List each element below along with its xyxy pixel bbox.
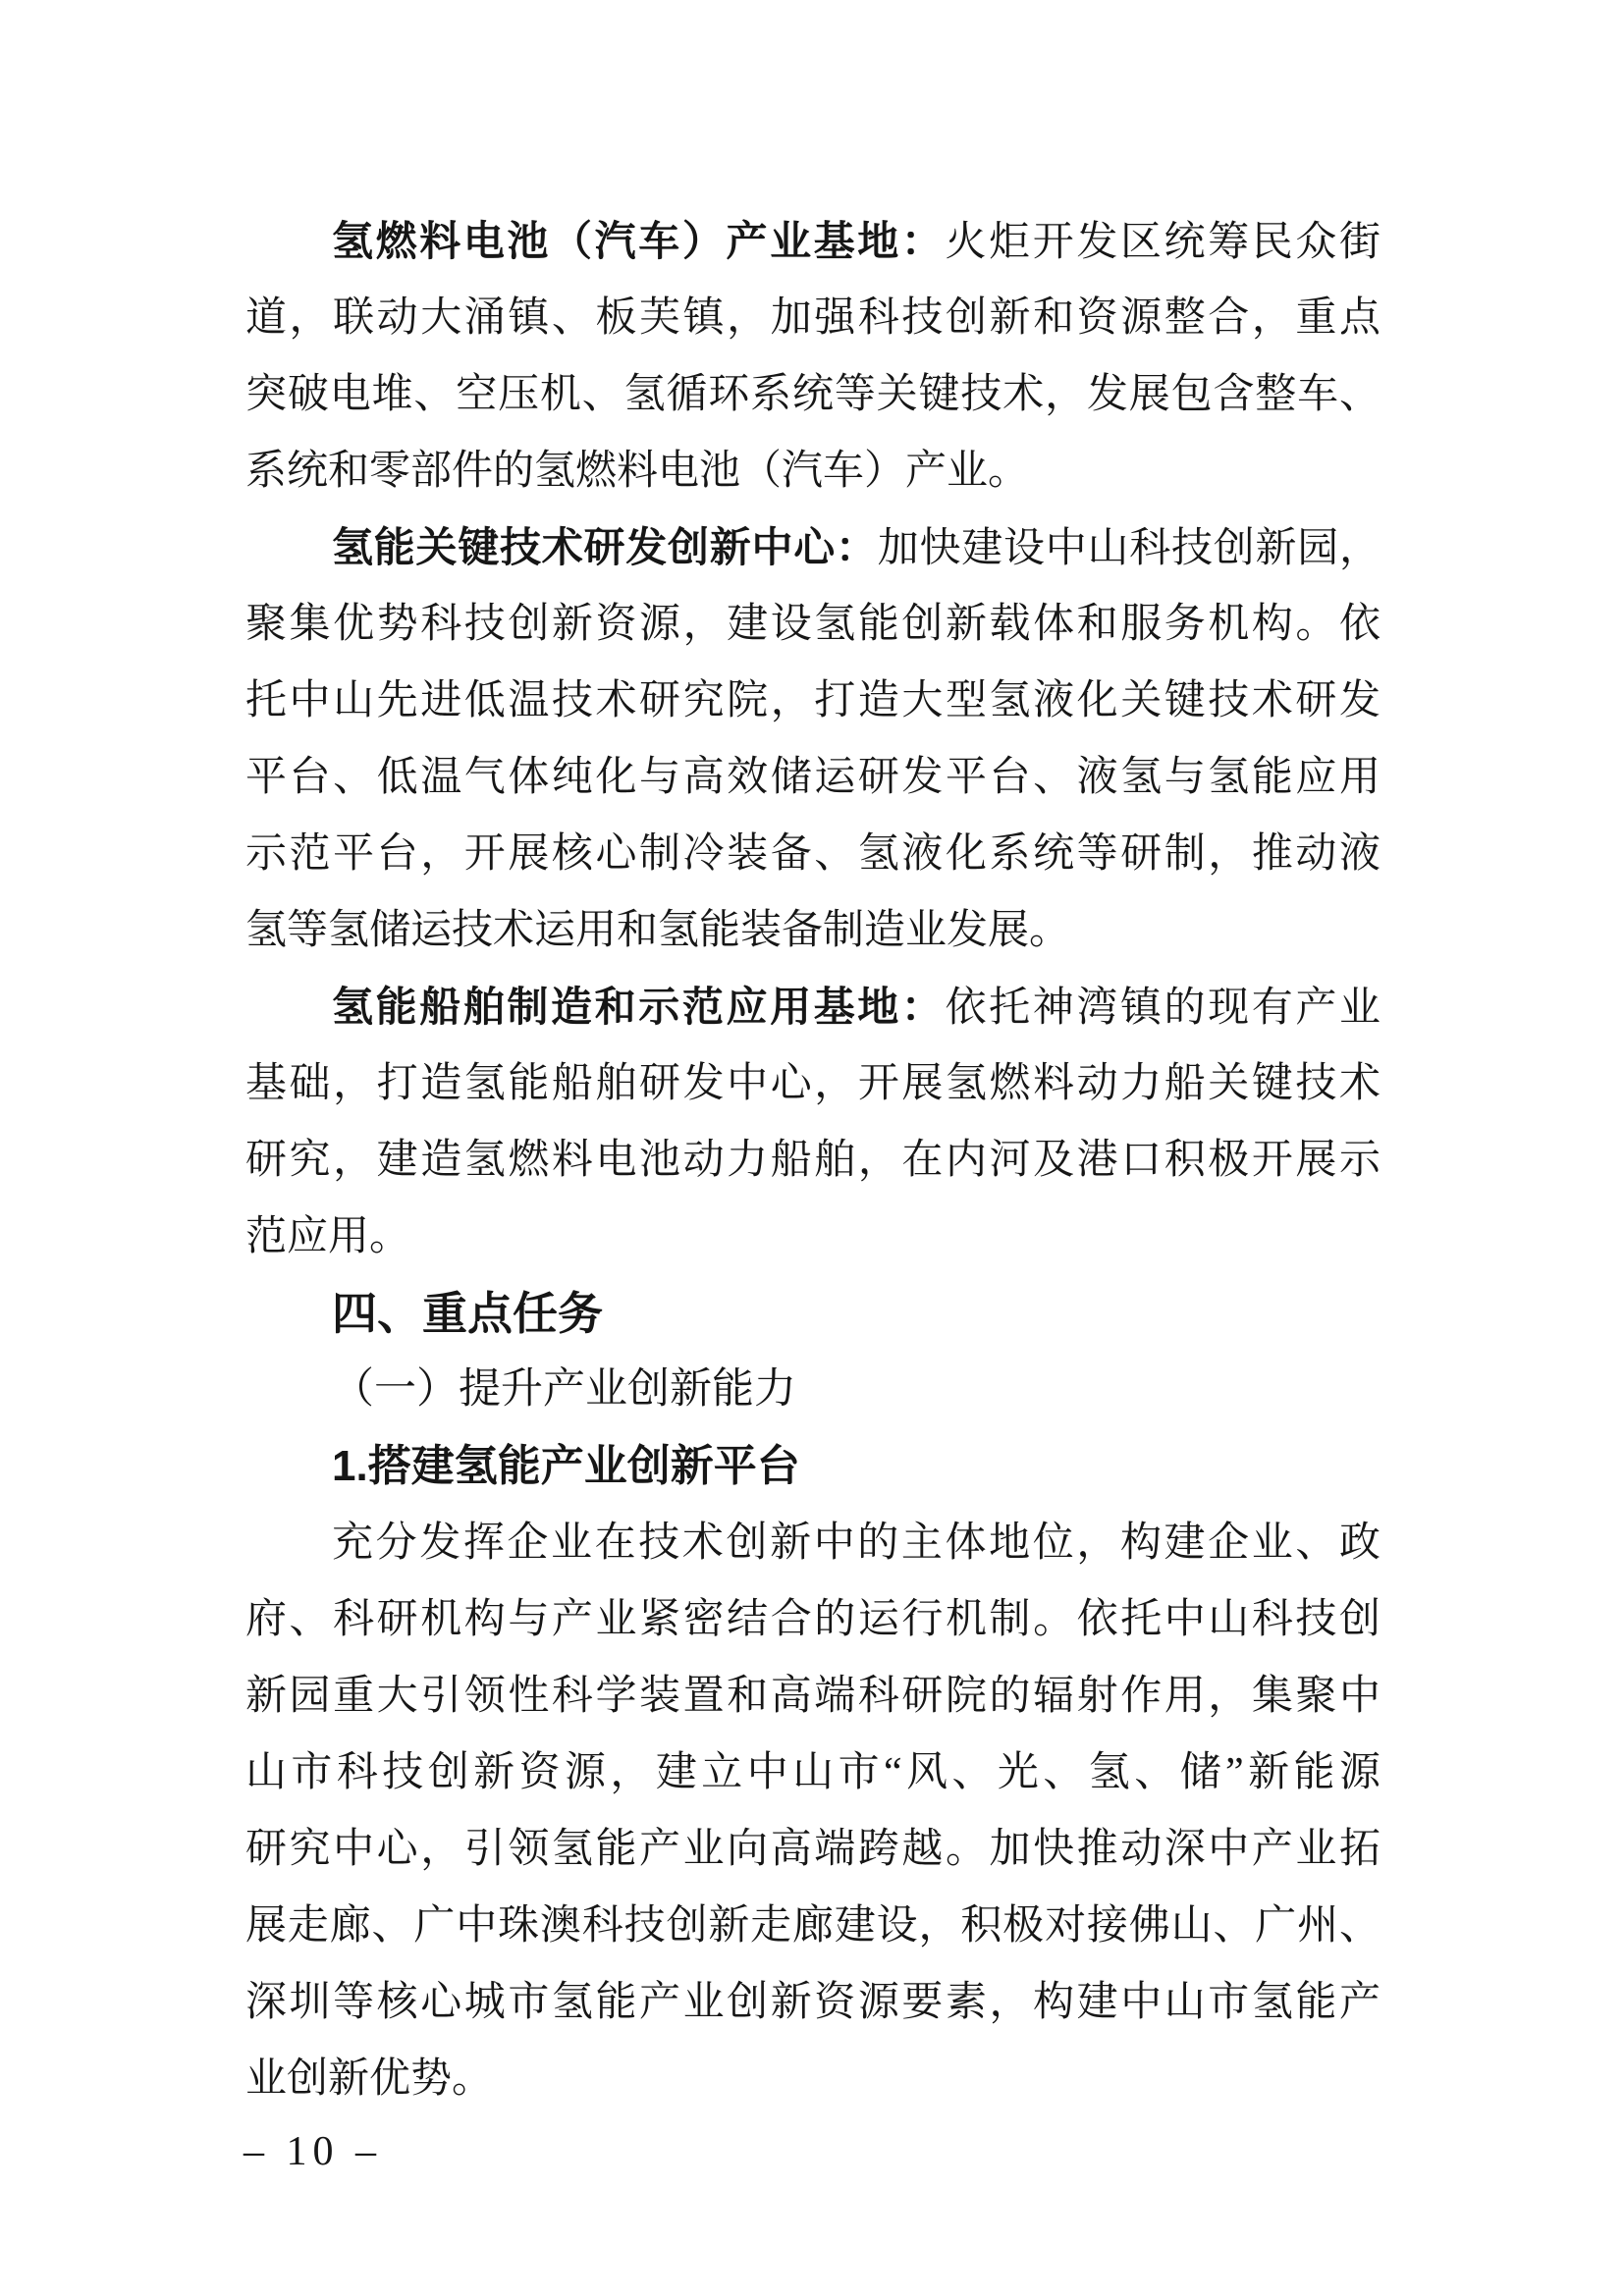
paragraph-line	[245, 433, 1380, 509]
subsection-heading-text: （一）提升产业创新能力	[332, 1366, 796, 1413]
line-text: 深圳等核心城市氢能产业创新资源要素，构建中山市氢能产	[245, 1980, 1380, 2025]
paragraph-line	[245, 1811, 1380, 1888]
paragraph-line	[245, 2041, 1380, 2117]
paragraph-line	[245, 969, 1380, 1045]
line-text: 突破电堆、空压机、氢循环系统等关键技术，发展包含整车、	[245, 372, 1380, 417]
paragraph-lead-bold: 氢能船舶制造和示范应用基地：	[332, 984, 946, 1030]
line-text: 加快建设中山科技创新园，	[877, 526, 1380, 571]
line-text: 道，联动大涌镇、板芙镇，加强科技创新和资源整合，重点	[245, 295, 1380, 341]
line-text: 示范平台，开展核心制冷装备、氢液化系统等研制，推动液	[245, 831, 1380, 877]
paragraph-line	[245, 356, 1380, 433]
paragraph-line	[245, 203, 1380, 280]
paragraph-line	[245, 280, 1380, 356]
line-text: 研究，建造氢燃料电池动力船舶，在内河及港口积极开展示	[245, 1138, 1380, 1183]
paragraph-line	[245, 1199, 1380, 1275]
line-text: 依托神湾镇的现有产业	[945, 986, 1380, 1031]
line-text: 火炬开发区统筹民众街	[945, 220, 1380, 265]
paragraph-line	[245, 1735, 1380, 1811]
paragraph-line	[245, 586, 1380, 663]
paragraph-line	[245, 739, 1380, 816]
line-text: 平台、低温气体纯化与高效储运研发平台、液氢与氢能应用	[245, 755, 1380, 800]
line-text: 氢等氢储运技术运用和氢能装备制造业发展。	[245, 908, 1071, 953]
line-text: 研究中心，引领氢能产业向高端跨越。加快推动深中产业拓	[245, 1827, 1380, 1872]
paragraph-line	[245, 1964, 1380, 2041]
page-number: – 10 –	[244, 2129, 382, 2174]
line-text: 基础，打造氢能船舶研发中心，开展氢燃料动力船关键技术	[245, 1061, 1380, 1106]
line-text: 范应用。	[245, 1214, 411, 1259]
numbered-heading-text: 1.搭建氢能产业创新平台	[332, 1442, 800, 1490]
paragraph-lead-bold: 氢能关键技术研发创新中心：	[332, 524, 878, 570]
section-heading-text: 四、重点任务	[332, 1288, 603, 1339]
section-heading	[245, 1275, 1380, 1352]
numbered-heading	[245, 1428, 1380, 1505]
line-text: 新园重大引领性科学装置和高端科研院的辐射作用，集聚中	[245, 1674, 1380, 1719]
line-text: 聚集优势科技创新资源，建设氢能创新载体和服务机构。依	[245, 602, 1380, 647]
paragraph-line	[245, 509, 1380, 586]
paragraph-line	[245, 1581, 1380, 1658]
paragraph-line	[245, 1888, 1380, 1964]
line-text: 府、科研机构与产业紧密结合的运行机制。依托中山科技创	[245, 1597, 1380, 1642]
paragraph-lead-bold: 氢燃料电池（汽车）产业基地：	[332, 218, 946, 264]
line-text: 山市科技创新资源，建立中山市“风、光、氢、储”新能源	[245, 1750, 1380, 1795]
paragraph-line	[245, 1045, 1380, 1122]
paragraph-line	[245, 1658, 1380, 1735]
line-text: 系统和零部件的氢燃料电池（汽车）产业。	[245, 449, 1030, 494]
subsection-heading	[245, 1352, 1380, 1428]
line-text: 充分发挥企业在技术创新中的主体地位，构建企业、政	[332, 1521, 1380, 1566]
line-text: 业创新优势。	[245, 2056, 494, 2102]
document-body	[245, 203, 1380, 2117]
paragraph-line	[245, 816, 1380, 892]
line-text: 托中山先进低温技术研究院，打造大型氢液化关键技术研发	[245, 678, 1380, 723]
paragraph-line	[245, 663, 1380, 739]
paragraph-line	[245, 892, 1380, 969]
line-text: 展走廊、广中珠澳科技创新走廊建设，积极对接佛山、广州、	[245, 1903, 1380, 1949]
paragraph-line	[245, 1122, 1380, 1199]
paragraph-line	[245, 1505, 1380, 1581]
